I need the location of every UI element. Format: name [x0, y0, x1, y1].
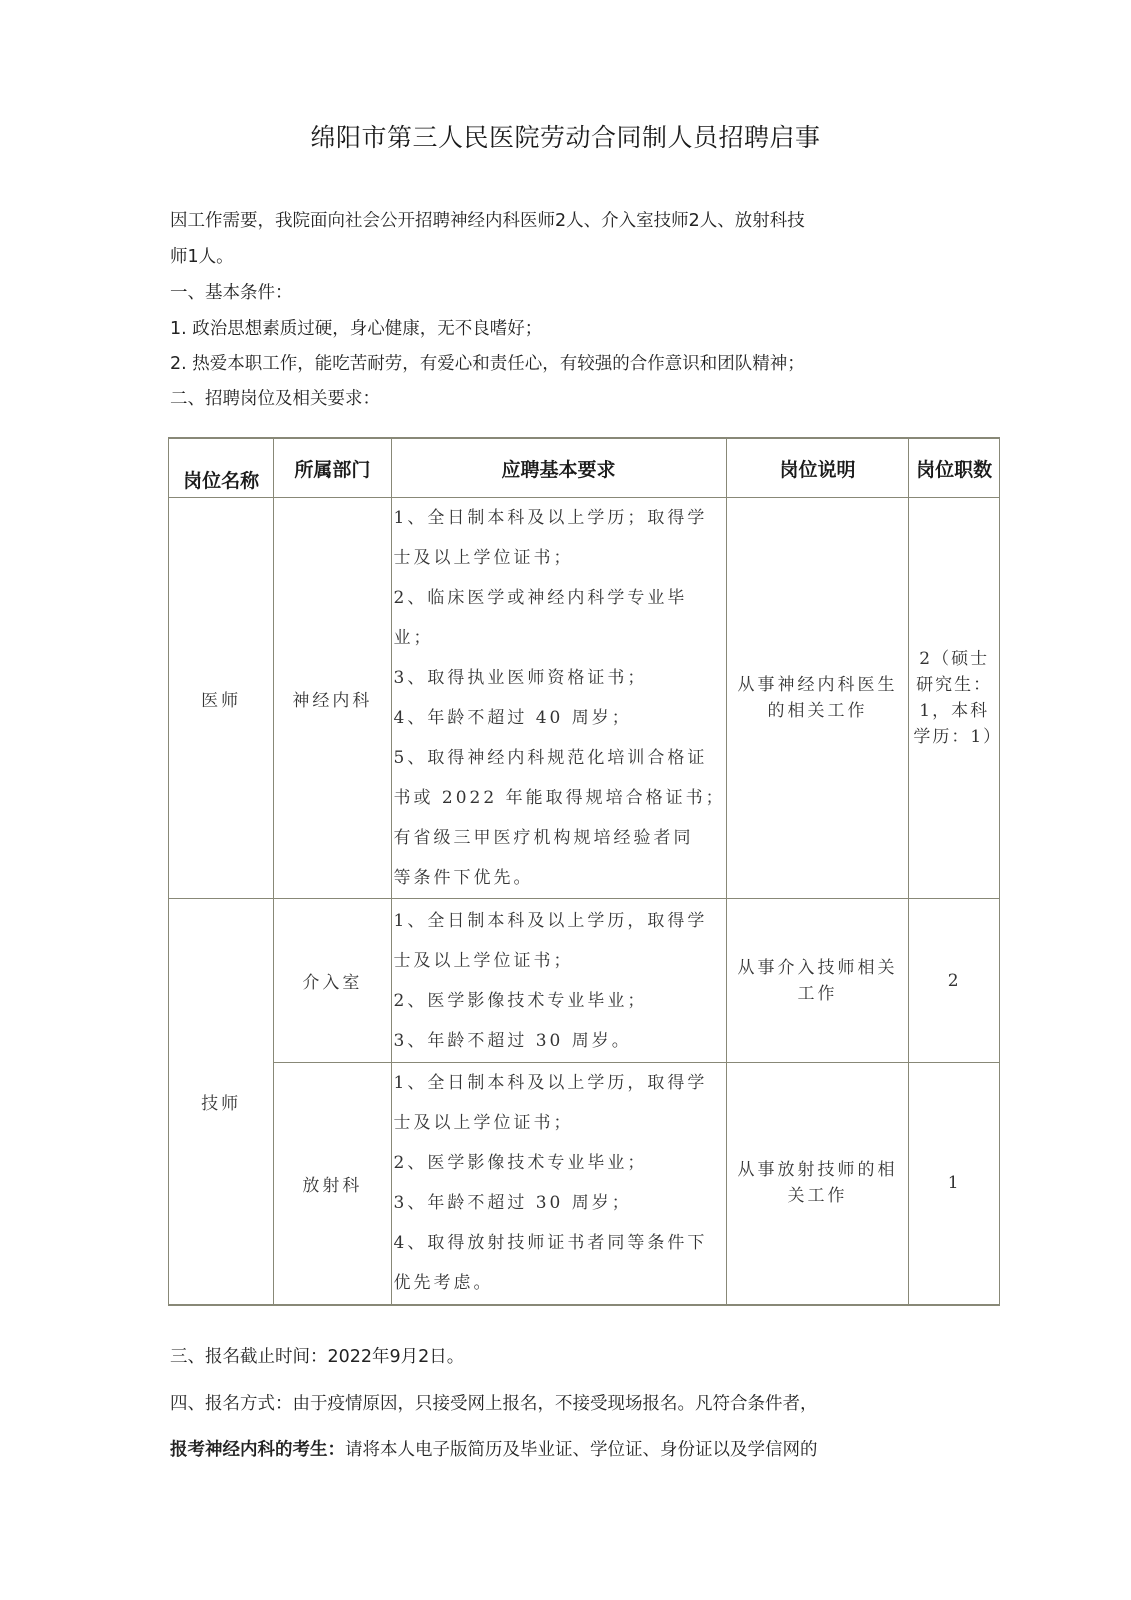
table-row — [169, 498, 1000, 899]
position-cell: 医师 — [169, 498, 274, 899]
description-text: 从事介入技师相关工作 — [737, 957, 898, 1004]
table-row — [169, 899, 1000, 1063]
description-text: 从事神经内科医生的相关工作 — [737, 675, 898, 721]
requirement-line: 士及以上学位证书； — [393, 548, 574, 568]
position-cell: 技师 — [169, 899, 274, 1305]
header-description: 岗位说明 — [726, 438, 909, 498]
section-1-heading: 一、基本条件： — [170, 283, 293, 303]
count-text: 1 — [947, 1173, 961, 1194]
count-text: 2 — [947, 970, 961, 991]
table-row — [169, 1063, 1000, 1305]
count-text: 2（硕士研究生：1，本科学历：1） — [913, 649, 1003, 747]
requirement-line: 2、临床医学或神经内科学专业毕 — [393, 588, 688, 608]
requirements-cell — [391, 1063, 726, 1305]
section-4-method: 四、报名方式：由于疫情原因，只接受网上报名，不接受现场报名。凡符合条件者， — [170, 1394, 818, 1414]
requirement-line: 4、年龄不超过 40 周岁； — [393, 708, 632, 728]
department-cell: 放射科 — [274, 1063, 391, 1305]
requirement-line: 书或 2022 年能取得规培合格证书； — [393, 788, 726, 808]
intro-line-2: 师1人。 — [170, 247, 234, 267]
table-header-row — [169, 438, 1000, 498]
requirement-line: 1、全日制本科及以上学历，取得学 — [393, 910, 708, 931]
description-cell — [726, 1063, 909, 1305]
requirement-line: 3、取得执业医师资格证书； — [393, 668, 648, 688]
requirement-line: 4、取得放射技师证书者同等条件下 — [393, 1233, 708, 1254]
department-cell: 神经内科 — [274, 498, 391, 899]
header-count: 岗位职数 — [909, 438, 1000, 498]
requirement-line: 业； — [393, 628, 434, 648]
requirement-line: 士及以上学位证书； — [393, 1113, 574, 1134]
neurology-applicant-text: 请将本人电子版简历及毕业证、学位证、身份证以及学信网的 — [345, 1440, 818, 1460]
section-2-heading: 二、招聘岗位及相关要求： — [170, 389, 380, 409]
requirement-line: 2、医学影像技术专业毕业； — [393, 1153, 648, 1174]
condition-1: 1. 政治思想素质过硬，身心健康，无不良嗜好； — [170, 319, 543, 339]
count-cell — [909, 498, 1003, 899]
count-cell — [909, 1063, 1000, 1305]
requirement-line: 3、年龄不超过 30 周岁。 — [393, 1030, 632, 1051]
header-position: 岗位名称 — [169, 438, 274, 498]
requirements-cell — [391, 899, 726, 1063]
document-title: 绵阳市第三人民医院劳动合同制人员招聘启事 — [310, 123, 821, 152]
description-text: 从事放射技师的相关工作 — [737, 1160, 898, 1207]
section-3-deadline: 三、报名截止时间：2022年9月2日。 — [170, 1347, 465, 1367]
count-cell — [909, 899, 1000, 1063]
requirement-line: 1、全日制本科及以上学历；取得学 — [393, 508, 708, 528]
condition-2: 2. 热爱本职工作，能吃苦耐劳，有爱心和责任心，有较强的合作意识和团队精神； — [170, 354, 805, 374]
requirement-line: 士及以上学位证书； — [393, 950, 574, 971]
requirement-line: 有省级三甲医疗机构规培经验者同 — [393, 828, 694, 848]
intro-line-1: 因工作需要，我院面向社会公开招聘神经内科医师2人、介入室技师2人、放射科技 — [170, 211, 805, 231]
section-4-continued — [170, 1436, 818, 1461]
recruitment-table — [168, 437, 1003, 1306]
department-cell: 介入室 — [274, 899, 391, 1063]
requirement-line: 等条件下优先。 — [393, 868, 534, 888]
neurology-applicant-label: 报考神经内科的考生： — [170, 1440, 345, 1460]
header-requirements: 应聘基本要求 — [391, 438, 726, 498]
requirement-line: 1、全日制本科及以上学历，取得学 — [393, 1073, 708, 1094]
description-cell — [726, 498, 909, 899]
requirement-line: 5、取得神经内科规范化培训合格证 — [393, 748, 708, 768]
requirement-line: 3、年龄不超过 30 周岁； — [393, 1193, 632, 1214]
requirement-line: 优先考虑。 — [393, 1273, 494, 1294]
requirement-line: 2、医学影像技术专业毕业； — [393, 990, 648, 1011]
requirements-cell — [391, 498, 726, 899]
header-department: 所属部门 — [274, 438, 391, 498]
description-cell — [726, 899, 909, 1063]
